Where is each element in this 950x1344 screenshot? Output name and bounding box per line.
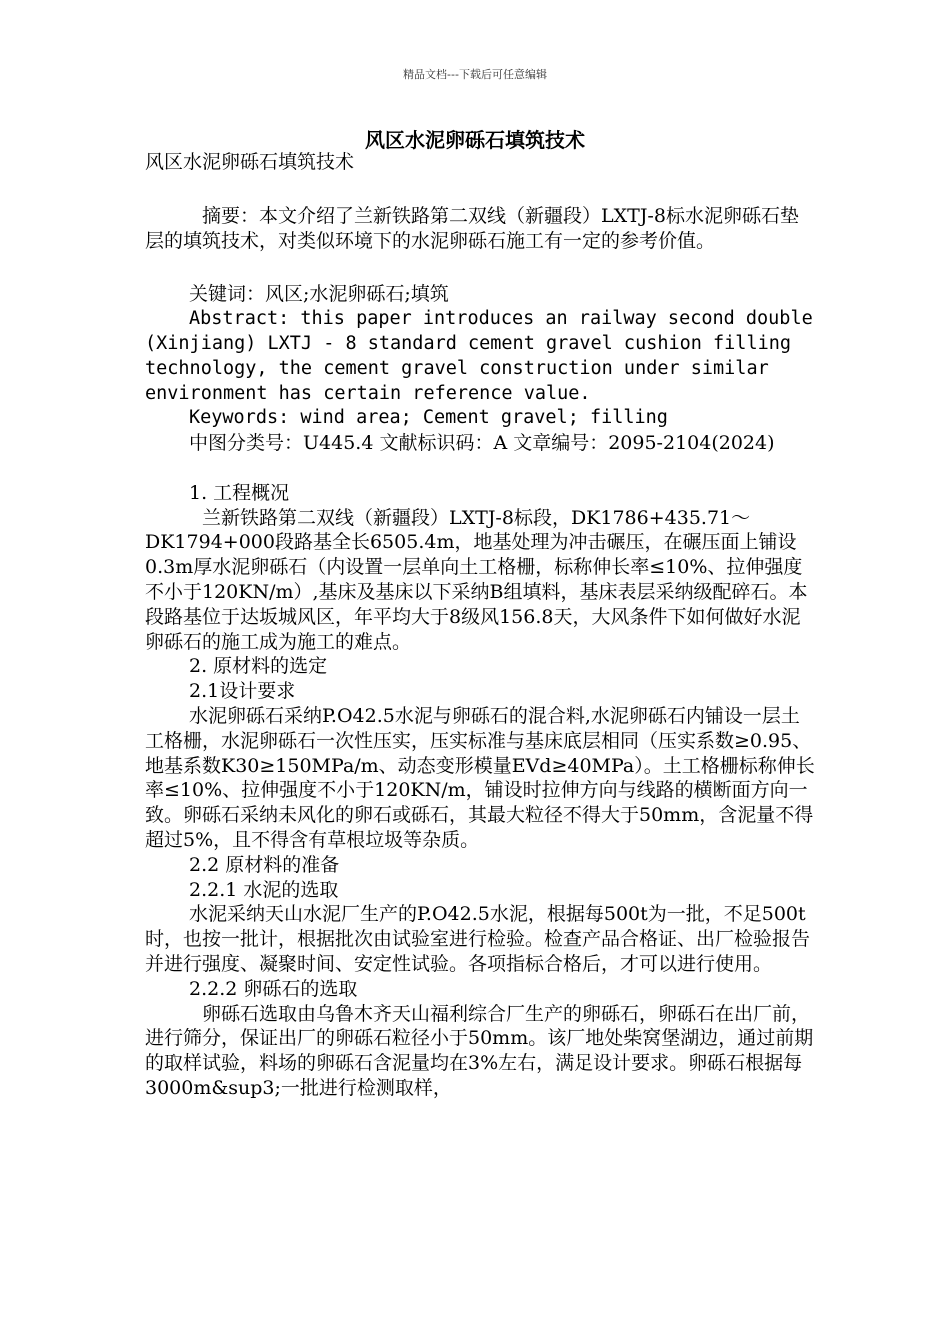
paragraph-1: 兰新铁路第二双线（新疆段）LXTJ-8标段，DK1786+435.71～DK1794+000段路基全长6505.4m，地基处理为冲击碾压，在碾压面上铺设0.3m厚水泥卵砾石（内设置一层单向土工格栅，标称伸长率≤10%、拉伸强度不小于120KN/m）,基床及基床以下采纳B组填料，基床表层采纳级配碎石。本段路基位于达坂城风区，年平均大于8级风156.8天，大风条件下如何做好水泥卵砾石的施工成为施工的难点。 [145, 506, 808, 653]
classification-line: 中图分类号：U445.4 文献标识码：A 文章编号：2095-2104(2024) [189, 432, 775, 455]
section-heading-2: 2. 原材料的选定 [189, 655, 328, 678]
document-body [145, 150, 815, 1101]
subsection-heading-2-2-2: 2.2.2 卵砾石的选取 [189, 977, 358, 1000]
abstract-en: Abstract: this paper introduces an railway second double (Xinjiang) LXTJ - 8 standard cement gravel cushion filling technology, the cement gravel construction under similar environment has certain reference value. [145, 308, 813, 404]
paragraph-2-1: 水泥卵砾石采纳P.O42.5水泥与卵砾石的混合料,水泥卵砾石内铺设一层土工格栅，水泥卵砾石一次性压实，压实标准与基床底层相同（压实系数≥0.95、地基系数K30≥150MPa/m、动态变形模量EVd≥40MPa）。土工格栅标称伸长率≤10%、拉伸强度不小于120KN/m，铺设时拉伸方向与线路的横断面方向一致。卵砾石采纳未风化的卵石或砾石，其最大粒径不得大于50mm，含泥量不得超过5%，且不得含有草根垃圾等杂质。 [145, 704, 815, 851]
spacer [145, 253, 815, 282]
subtitle: 风区水泥卵砾石填筑技术 [145, 151, 355, 173]
abstract-cn: 摘要：本文介绍了兰新铁路第二双线（新疆段）LXTJ-8标水泥卵砾石垫层的填筑技术，对类似环境下的水泥卵砾石施工有一定的参考价值。 [145, 204, 799, 252]
header-note: 精品文档---下载后可任意编辑 [403, 68, 547, 81]
subsection-heading-2-2: 2.2 原材料的准备 [189, 853, 340, 876]
keywords-cn: 关键词：风区;水泥卵砾石;填筑 [189, 283, 449, 306]
subsection-heading-2-1: 2.1设计要求 [189, 680, 296, 703]
page-title: 风区水泥卵砾石填筑技术 [365, 128, 585, 152]
paragraph-2-2-2: 卵砾石选取由乌鲁木齐天山福利综合厂生产的卵砾石，卵砾石在出厂前，进行筛分，保证出厂的卵砾石粒径小于50mm。该厂地处柴窝堡湖边，通过前期的取样试验，料场的卵砾石含泥量均在3%左右，满足设计要求。卵砾石根据每3000m&sup3;一批进行检测取样， [145, 1002, 814, 1099]
keywords-en: Keywords: wind area; Cement gravel; filling [189, 407, 668, 429]
section-heading-1: 1. 工程概况 [189, 481, 290, 504]
spacer [145, 456, 815, 481]
subsection-heading-2-2-1: 2.2.1 水泥的选取 [189, 878, 339, 901]
spacer [145, 175, 815, 204]
paragraph-2-2-1: 水泥采纳天山水泥厂生产的P.O42.5水泥，根据每500t为一批，不足500t时，也按一批计，根据批次由试验室进行检验。检查产品合格证、出厂检验报告并进行强度、凝聚时间、安定性试验。各项指标合格后，才可以进行使用。 [145, 903, 811, 975]
